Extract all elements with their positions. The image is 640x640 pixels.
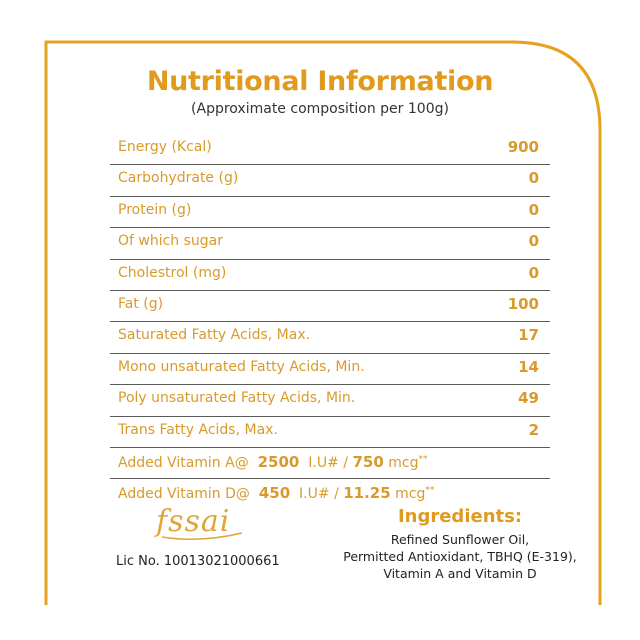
- ingredients-title: Ingredients:: [397, 506, 523, 527]
- row-label: Protein (g): [118, 201, 192, 218]
- vitamin-row: [110, 448, 550, 479]
- vitamin-iu-unit: I.U#: [308, 454, 339, 471]
- row-label: Carbohydrate (g): [118, 170, 239, 187]
- vitamin-mcg-value: 750: [352, 452, 384, 471]
- row-value: 17: [518, 326, 539, 345]
- vitamin-footnote-mark: **: [418, 454, 428, 465]
- row-value: 2: [528, 420, 539, 439]
- row-value: 0: [528, 263, 539, 282]
- row-value: 14: [518, 357, 539, 376]
- row-label: Poly unsaturated Fatty Acids, Min.: [118, 390, 356, 407]
- row-label: Cholestrol (mg): [118, 264, 227, 281]
- table-row: [110, 134, 550, 165]
- table-row: [110, 228, 550, 259]
- ingredients-list: [296, 531, 624, 582]
- table-row: [110, 260, 550, 291]
- row-value: 900: [507, 138, 539, 156]
- vitamin-mcg-value: 11.25: [343, 484, 391, 503]
- vitamin-separator: /: [334, 486, 339, 503]
- ingredient-line: Permitted Antioxidant, TBHQ (E-319),: [343, 549, 577, 564]
- row-value: 0: [528, 169, 539, 188]
- table-row: [110, 291, 550, 322]
- vitamin-a-line: [118, 453, 427, 471]
- vitamin-iu-unit: I.U#: [299, 486, 330, 503]
- ingredient-line: Vitamin A and Vitamin D: [383, 566, 537, 581]
- vitamin-mcg-unit: mcg: [395, 486, 426, 503]
- vitamin-footnote-mark: **: [425, 485, 435, 496]
- svg-text:fssai: fssai: [156, 504, 231, 539]
- vitamin-label: Added Vitamin A@: [118, 454, 249, 471]
- row-value: 0: [528, 232, 539, 251]
- page-title: Nutritional Information: [146, 66, 494, 97]
- table-row: [110, 354, 550, 385]
- row-label: Mono unsaturated Fatty Acids, Min.: [118, 358, 365, 375]
- row-label: Energy (Kcal): [118, 139, 212, 155]
- table-row: [110, 417, 550, 448]
- row-label: Fat (g): [118, 295, 164, 312]
- vitamin-label: Added Vitamin D@: [118, 486, 250, 503]
- row-value: 100: [507, 294, 539, 313]
- ingredient-line: Refined Sunflower Oil,: [390, 532, 530, 547]
- vitamin-iu-value: 450: [258, 484, 291, 503]
- row-value: 49: [518, 389, 539, 408]
- table-row: [110, 322, 550, 353]
- vitamin-mcg-unit: mcg: [388, 454, 419, 471]
- nutrition-table: [110, 134, 550, 510]
- license-number: Lic No. 10013021000661: [116, 554, 280, 569]
- row-label: Of which sugar: [118, 233, 224, 250]
- table-row: [110, 385, 550, 416]
- vitamin-iu-value: 2500: [257, 452, 300, 471]
- fssai-logo: [152, 497, 248, 547]
- vitamin-separator: /: [343, 454, 349, 471]
- row-label: Saturated Fatty Acids, Max.: [118, 327, 311, 344]
- row-label: Trans Fatty Acids, Max.: [118, 421, 278, 438]
- row-value: 0: [528, 200, 539, 219]
- table-row: [110, 197, 550, 228]
- page-subtitle: (Approximate composition per 100g): [191, 101, 449, 117]
- table-row: [110, 165, 550, 196]
